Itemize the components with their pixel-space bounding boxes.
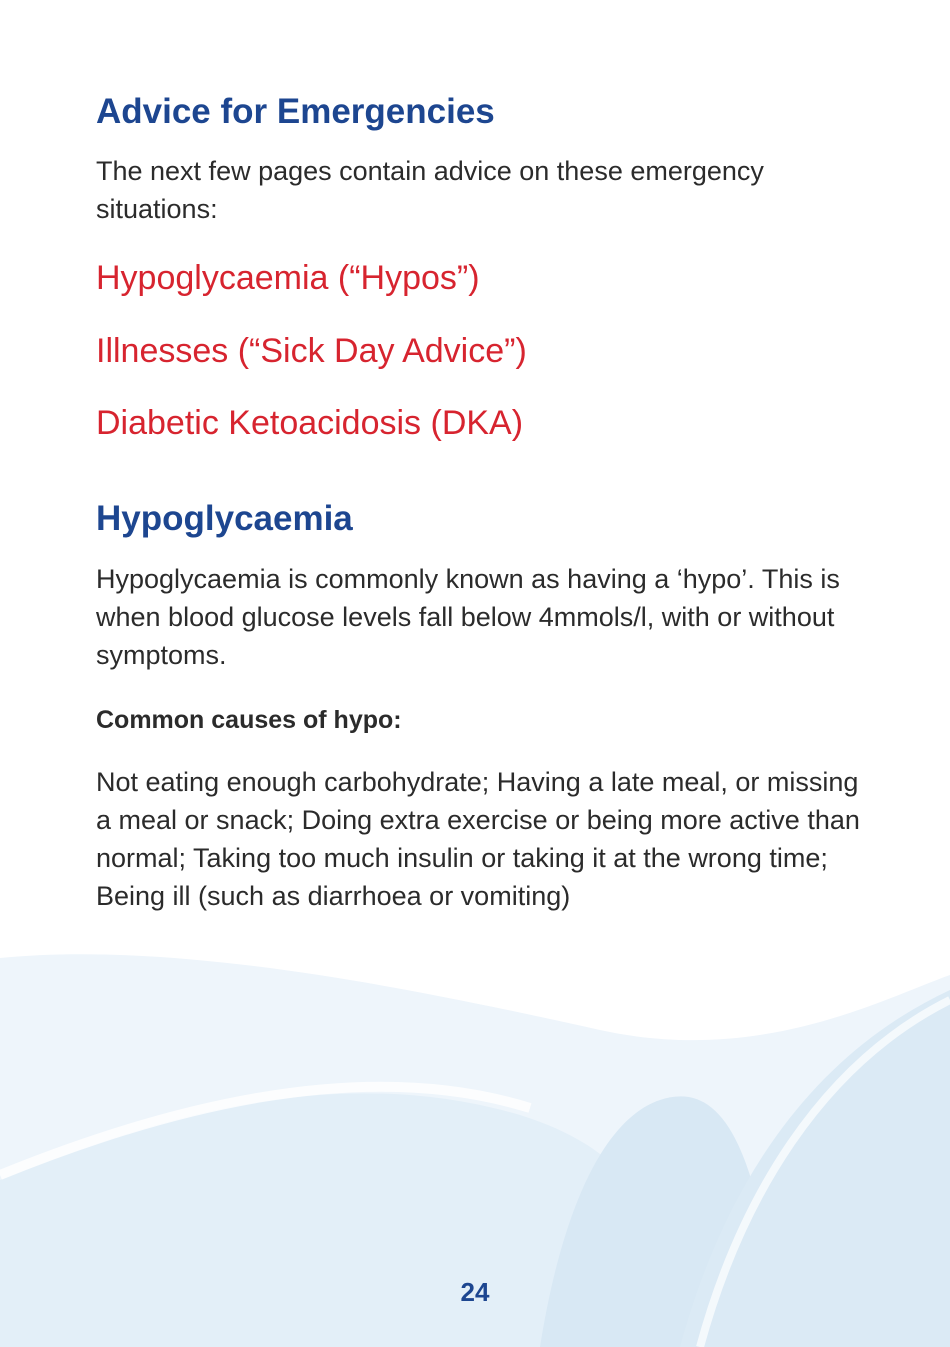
- link-sick-day-advice[interactable]: Illnesses (“Sick Day Advice”): [96, 332, 527, 370]
- causes-heading: Common causes of hypo:: [96, 706, 402, 734]
- causes-body: Not eating enough carbohydrate; Having a late meal, or missing a meal or snack; Doing extra exercise or being more active than normal; Taking too much insulin or taking it at the wrong time; Being ill (such as diarrhoea or vomiting): [96, 767, 860, 911]
- page-number: 24: [460, 1277, 490, 1307]
- intro-text: The next few pages contain advice on these emergency situations:: [96, 156, 764, 224]
- link-dka[interactable]: Diabetic Ketoacidosis (DKA): [96, 404, 524, 442]
- page-title: Advice for Emergencies: [96, 92, 495, 131]
- section-body: Hypoglycaemia is commonly known as having a ‘hypo’. This is when blood glucose levels fall below 4mmols/l, with or without symptoms.: [96, 564, 840, 670]
- section-title: Hypoglycaemia: [96, 499, 353, 538]
- link-hypoglycaemia[interactable]: Hypoglycaemia (“Hypos”): [96, 259, 480, 297]
